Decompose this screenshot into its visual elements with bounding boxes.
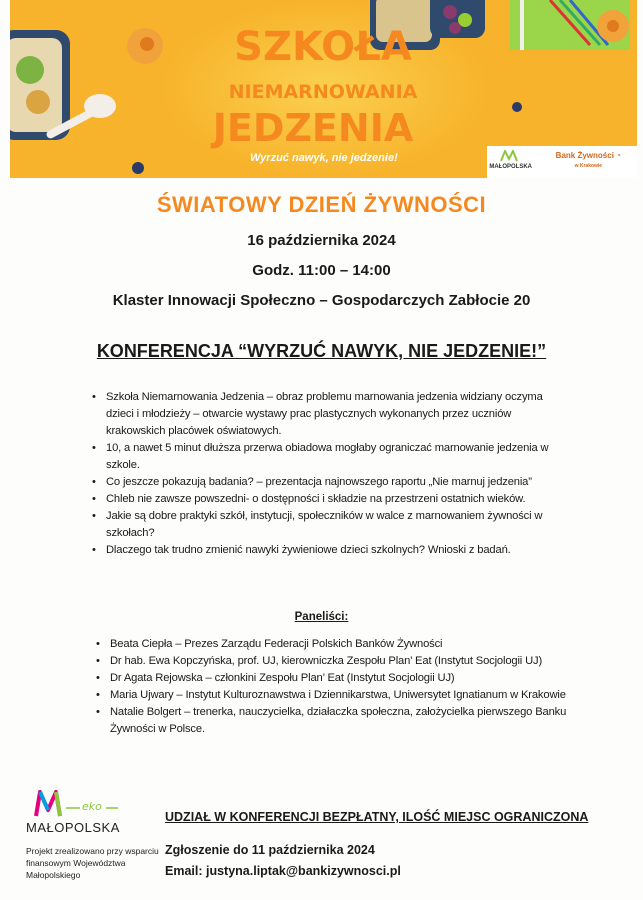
conference-title: KONFERENCJA “WYRZUĆ NAWYK, NIE JEDZENIE!” <box>96 341 547 361</box>
logo-malopolska-small-text: MAŁOPOLSKA <box>489 164 532 170</box>
event-time: Godz. 11:00 – 14:00 <box>252 262 391 279</box>
logo-malopolska-small <box>489 150 532 170</box>
banner-title <box>205 18 445 153</box>
logo-bank-zywnosci-name: Bank Żywności <box>555 151 614 160</box>
list-item: • Co jeszcze pokazują badania? – prezentacja najnowszego raportu „Nie marnuj jedzenia” <box>92 474 572 491</box>
logo-eko-malopolska <box>26 788 146 823</box>
malopolska-mark-icon <box>500 150 522 162</box>
blueberry-icon <box>510 100 524 114</box>
logo-malopolska-name: MAŁOPOLSKA <box>26 820 120 835</box>
list-item: • Beata Ciepła – Prezes Zarządu Federacji Polskich Banków Żywności <box>96 636 576 653</box>
blueberry-icon <box>130 160 146 176</box>
list-item: • 10, a nawet 5 minut dłuższa przerwa obiadowa mogłaby ograniczać marnowanie jedzenia w szkole. <box>92 440 572 474</box>
list-item: • Maria Ujwary – Instytut Kulturoznawstwa i Dziennikarstwa, Uniwersytet Ignatianum w Krakowie <box>96 687 576 704</box>
funding-note: Projekt zrealizowano przy wsparciu finansowym Województwa Małopolskiego <box>26 846 159 880</box>
eko-malopolska-mark-icon <box>26 788 146 818</box>
apricot-icon <box>125 26 165 66</box>
banner-title-line2: NIEMARNOWANIA <box>228 81 418 103</box>
panelists-heading: Paneliści: <box>294 611 349 623</box>
contact-email[interactable]: Email: justyna.liptak@bankizywnosci.pl <box>165 864 401 878</box>
event-date: 16 października 2024 <box>247 232 396 249</box>
panelists-list <box>96 636 576 738</box>
event-place: Klaster Innowacji Społeczno – Gospodarczych Zabłocie 20 <box>112 292 531 309</box>
banner-title-line1: SZKOŁA <box>234 24 412 70</box>
free-participation-notice: UDZIAŁ W KONFERENCJI BEZPŁATNY, ILOŚĆ MIEJSC OGRANICZONA <box>165 810 589 824</box>
apricot-right-icon <box>595 8 631 44</box>
topics-list <box>92 389 572 559</box>
event-title: ŚWIATOWY DZIEŃ ŻYWNOŚCI <box>156 192 487 217</box>
list-item: • Dr hab. Ewa Kopczyńska, prof. UJ, kierowniczka Zespołu Plan’ Eat (Instytut Socjologii UJ) <box>96 653 576 670</box>
banner-title-line3: JEDZENIA <box>212 106 414 150</box>
logo-eko-text: eko <box>82 800 102 813</box>
list-item: • Chleb nie zawsze powszedni- o dostępności i składzie na przestrzeni ostatnich wieków. <box>92 491 572 508</box>
spoon-icon <box>40 90 120 150</box>
list-item: • Dr Agata Rejowska – członkini Zespołu Plan’ Eat (Instytut Socjologii UJ) <box>96 670 576 687</box>
list-item: • Szkoła Niemarnowania Jedzenia – obraz problemu marnowania jedzenia widziany oczyma dzieci i młodzieży – otwarcie wystawy prac plastycznych wykonanych przez uczniów krakowskich placówek oświatowych. <box>92 389 572 440</box>
header-banner <box>10 0 637 178</box>
list-item: • Dlaczego tak trudno zmienić nawyki żywieniowe dzieci szkolnych? Wnioski z badań. <box>92 542 572 559</box>
registration-deadline: Zgłoszenie do 11 października 2024 <box>165 843 375 857</box>
logo-bank-zywnosci <box>556 151 621 171</box>
list-item: • Natalie Bolgert – trenerka, nauczycielka, działaczka społeczna, założycielka pierwszego Banku Żywności w Polsce. <box>96 704 576 738</box>
logo-bank-zywnosci-city: w Krakowie <box>574 163 603 169</box>
list-item: • Jakie są dobre praktyki szkół, instytucji, społeczników w walce z marnowaniem żywności w szkołach? <box>92 508 572 542</box>
banner-tagline: Wyrzuć nawyk, nie jedzenie! <box>250 152 398 164</box>
bank-zywnosci-icon: ◔ <box>616 151 621 160</box>
